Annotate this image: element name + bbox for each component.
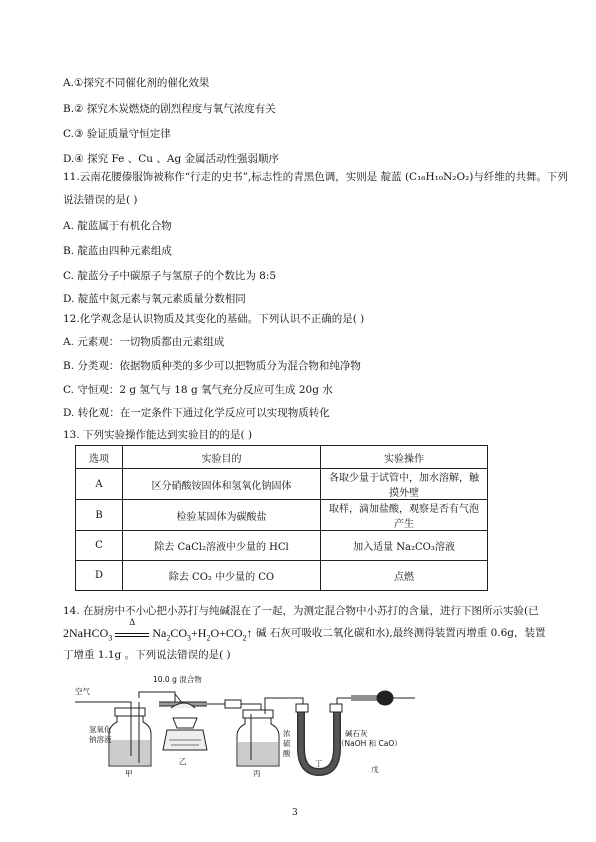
q11-option-c: C. 靛蓝分子中碳原子与氢原子的个数比为 8:5 [63,270,277,282]
q11-option-b: B. 靛蓝由四种元素组成 [63,245,172,257]
q10-option-a: A.①探究不同催化剂的催化效果 [63,77,210,89]
chemical-equation [63,617,253,643]
eq-product: O+CO [210,626,243,640]
table-row [76,469,488,500]
q11-stem-line2: 说法错误的是( ) [63,194,138,206]
q12-option-c: C. 守恒观：2 g 氢气与 18 g 氧气充分反应可生成 20g 水 [63,384,333,396]
label-sodalime-1: 碱石灰 [345,729,368,738]
eq-subscript: 3 [187,633,191,643]
drying-tube-wu [377,691,393,705]
gas-arrow: ↑ [246,626,253,640]
table-header-cell: 实验目的 [123,446,321,469]
label-bing: 丙 [253,769,261,778]
q11-option-a: A. 靛蓝属于有机化合物 [63,220,172,232]
label-naoh-2: 钠溶液 [89,735,112,744]
q10-option-c: C.③ 验证质量守恒定律 [63,128,171,140]
table-row [76,561,488,591]
stopper-jia [115,708,145,716]
q14-stem-line1: 14. 在厨房中不小心把小苏打与纯碱混在了一起，为测定混合物中小苏打的含量，进行下图所示实验(已 [63,605,539,617]
eq-product: Na [152,626,167,640]
table-cell: 区分硝酸铵固体和氢氧化钠固体 [123,469,321,500]
q12-option-b: B. 分类观：依据物质种类的多少可以把物质分为混合物和纯净物 [63,360,361,372]
table-row [76,500,488,531]
q12-option-d: D. 转化观：在一定条件下通过化学反应可以实现物质转化 [63,407,330,419]
eq-condition-arrow [115,617,149,637]
q14-stem-line3: 丁增重 1.1g 。下列说法错误的是( ) [63,649,231,661]
eq-subscript: 2 [242,633,247,643]
label-h2so4-1: 浓 [283,729,291,738]
table-cell: C [76,531,123,561]
q10-option-b: B.② 探究木炭燃烧的剧烈程度与氧气浓度有关 [63,103,276,115]
table-cell: 除去 CaCl₂溶液中少量的 HCl [123,531,321,561]
table-row [76,531,488,561]
q14-stem-line2: 碱 石灰可吸收二氧化碳和水),最终测得装置丙增重 0.6g，装置 [256,627,546,639]
table-cell: 加入适量 Na₂CO₃溶液 [321,531,488,561]
page-number: 3 [292,808,298,818]
eq-subscript: 2 [166,633,171,643]
table-header-row [76,446,488,469]
table-header-cell: 选项 [76,446,123,469]
delta-symbol: Δ [129,617,136,628]
table-cell: 检验某固体为碳酸盐 [123,500,321,531]
label-mixture: 10.0 g 混合物 [153,675,202,684]
label-h2so4-3: 酸 [283,749,291,758]
table-cell: 各取少量于试管中，加水溶解，触摸外壁 [321,469,488,500]
q12-option-a: A. 元素观：一切物质都由元素组成 [63,336,225,348]
q13-table [75,445,488,591]
table-cell: 除去 CO₂ 中少量的 CO [123,561,321,591]
stopper-bing [243,710,273,718]
q11-option-d: D. 靛蓝中氮元素与氧元素质量分数相同 [63,293,246,305]
table-cell: B [76,500,123,531]
label-jia: 甲 [125,769,133,778]
q12-stem: 12.化学观念是认识物质及其变化的基础。下列认识不正确的是( ) [63,313,365,325]
q13-stem: 13. 下列实验操作能达到实验目的的是( ) [63,429,253,441]
label-air: 空气 [75,687,90,696]
label-h2so4-2: 硫 [283,739,291,748]
eq-subscript: 2 [206,633,211,643]
table-cell: 取样，滴加盐酸，观察是否有气泡产生 [321,500,488,531]
table-cell: D [76,561,123,591]
label-wu: 戊 [371,765,379,774]
apparatus-diagram [75,668,435,778]
label-ding: 丁 [315,759,323,768]
table-cell: 点燃 [321,561,488,591]
eq-product: +H [191,626,207,640]
label-sodalime-2: （NaOH 和 CaO） [337,739,402,748]
label-naoh-1: 氢氧化 [89,725,112,734]
table-header-cell: 实验操作 [321,446,488,469]
q10-option-d: D.④ 探究 Fe 、Cu 、Ag 金属活动性强弱顺序 [63,153,280,165]
q11-stem-line1: 11.云南花腰傣服饰被称作“行走的史书”,标志性的青黑色调，实则是 靛蓝 (C₁₆H₁₀N₂O₂)与纤维的共舞。下列 [63,171,568,183]
eq-subscript: 3 [108,633,113,643]
table-cell: A [76,469,123,500]
eq-reactant: 2NaHCO [63,626,109,640]
label-yi: 乙 [179,757,187,766]
eq-product: CO [170,626,187,640]
